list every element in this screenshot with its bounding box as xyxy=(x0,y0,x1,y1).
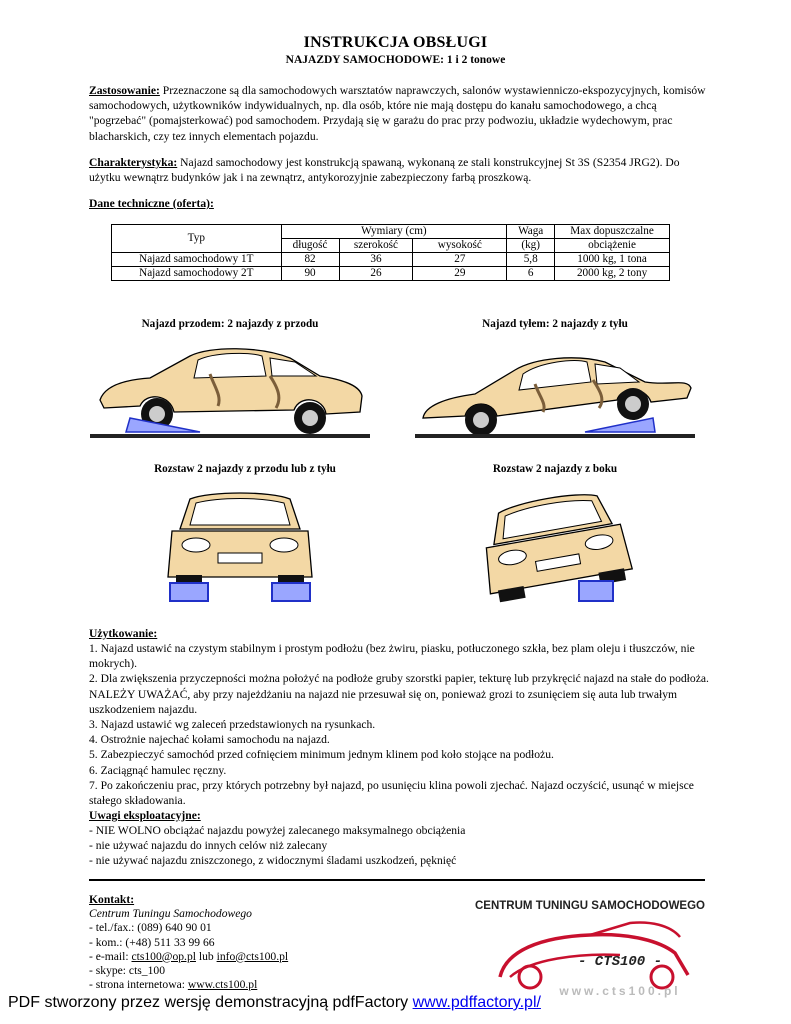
uzytkowanie-heading: Użytkowanie: xyxy=(89,627,158,640)
contact-tel: - tel./fax.: (089) 640 90 01 xyxy=(89,921,212,935)
cell: 90 xyxy=(281,267,339,281)
cell: 29 xyxy=(413,267,507,281)
car-side-tilted-two-ramps-illustration xyxy=(475,485,645,610)
table-row xyxy=(112,253,670,267)
charakterystyka-label: Charakterystyka: xyxy=(89,156,178,169)
zastosowanie-label: Zastosowanie: xyxy=(89,84,160,97)
logo-url: www.cts100.pl xyxy=(559,984,681,998)
list-item: 6. Zaciągnąć hamulec ręczny. xyxy=(89,763,227,777)
list-item: 5. Zabezpieczyć samochód przed cofnięciem minimum jednym klinem pod koło stojące na podłożu. xyxy=(89,748,554,762)
cell: 1000 kg, 1 tona xyxy=(555,253,670,267)
th-szerokosc: szerokość xyxy=(339,239,413,253)
email-link-1[interactable]: cts100@op.pl xyxy=(131,949,196,963)
zastosowanie-text: Przeznaczone są dla samochodowych warsztatów naprawczych, salonów wystawienniczo-ekspozycyjnych, komisów samochodowych, użytkowników indywidualnych, np. dla osób, które nie mają dostępu do kanału samochodowego, a chcą "pogrzebać" (pomajsterkować) pod samochodem. Przydają się w garażu do prac przy podwoziu, układzie wydechowym, prac blacharskich, czy tez innych elementach pojazdu. xyxy=(89,84,706,143)
section-zastosowanie xyxy=(89,83,709,144)
cell: 82 xyxy=(281,253,339,267)
page-title: INSTRUKCJA OBSŁUGI xyxy=(303,34,488,51)
th-waga: Waga xyxy=(507,225,555,239)
caption-front: Najazd przodem: 2 najazdy z przodu xyxy=(141,318,319,330)
pdffactory-link[interactable]: www.pdffactory.pl/ xyxy=(412,994,541,1011)
list-item: - nie używać najazdu zniszczonego, z widocznymi śladami uszkodzeń, pęknięć xyxy=(89,854,457,868)
cell: 36 xyxy=(339,253,413,267)
car-rear-ramp-illustration xyxy=(415,336,695,446)
cell: 2000 kg, 2 tony xyxy=(555,267,670,281)
specs-table xyxy=(111,224,670,281)
logo-name: CENTRUM TUNINGU SAMOCHODOWEGO xyxy=(475,900,705,912)
caption-both: Rozstaw 2 najazdy z przodu lub z tyłu xyxy=(154,463,336,475)
contact-skype: - skype: cts_100 xyxy=(89,964,165,978)
cell: Najazd samochodowy 1T xyxy=(112,253,282,267)
th-max2: obciążenie xyxy=(555,239,670,253)
contact-email: - e-mail: cts100@op.pl lub info@cts100.pl xyxy=(89,949,289,963)
car-front-view-two-ramps-illustration xyxy=(160,485,320,610)
contact-www: - strona internetowa: www.cts100.pl xyxy=(89,978,258,992)
th-max: Max dopuszczalne xyxy=(555,225,670,239)
specs-heading: Dane techniczne (oferta): xyxy=(89,197,214,210)
list-item: 2. Dla zwiększenia przyczepności można położyć na podłoże gruby szorstki papier, tekturę lub przykręcić najazd na stałe do podłoża. NALEŻY UWAŻAĆ, aby przy najeżdżaniu na najazd nie przesuwał się on, ponieważ grozi to zsunięciem się auta lub trwałym uszkodzeniem najazdu. xyxy=(89,672,709,716)
contact-kom: - kom.: (+48) 511 33 99 66 xyxy=(89,935,215,949)
caption-side: Rozstaw 2 najazdy z boku xyxy=(492,463,618,475)
cell: 26 xyxy=(339,267,413,281)
uzytkowanie-list xyxy=(89,641,709,808)
cell: 27 xyxy=(413,253,507,267)
list-item: - nie używać najazdu do innych celów niż zalecany xyxy=(89,839,328,853)
email-link-2[interactable]: info@cts100.pl xyxy=(216,949,289,963)
th-dlugosc: długość xyxy=(281,239,339,253)
car-front-ramp-illustration xyxy=(90,336,370,446)
section-charakterystyka xyxy=(89,155,709,185)
cell: 6 xyxy=(507,267,555,281)
company-name: Centrum Tuningu Samochodowego xyxy=(89,907,252,921)
website-link[interactable]: www.cts100.pl xyxy=(187,978,258,992)
cts100-logo xyxy=(470,893,710,1003)
list-item: 4. Ostrożnie najechać kołami samochodu na najazd. xyxy=(89,733,330,747)
th-waga-unit: (kg) xyxy=(507,239,555,253)
list-item: 1. Najazd ustawić na czystym stabilnym i prostym podłożu (bez żwiru, piasku, potłuczonego szkła, bez plam oleju i tłuszczów, nie mokrych). xyxy=(89,642,695,671)
th-typ: Typ xyxy=(112,225,282,253)
uwagi-list xyxy=(89,823,709,869)
cell: Najazd samochodowy 2T xyxy=(112,267,282,281)
contact-block xyxy=(89,893,288,992)
page-subtitle: NAJAZDY SAMOCHODOWE: 1 i 2 tonowe xyxy=(285,54,506,66)
charakterystyka-text: Najazd samochodowy jest konstrukcją spawaną, wykonaną ze stali konstrukcyjnej St 3S (S2354 JRG2). Do użytku wewnątrz budynków jak i na zewnątrz, antykorozyjnie zabezpieczony farbą proszkową. xyxy=(89,156,680,185)
th-wymiary: Wymiary (cm) xyxy=(281,225,507,239)
table-row xyxy=(112,267,670,281)
list-item: - NIE WOLNO obciążać najazdu powyżej zalecanego maksymalnego obciążenia xyxy=(89,824,466,837)
divider xyxy=(89,879,705,881)
list-item: 3. Najazd ustawić wg zaleceń przedstawionych na rysunkach. xyxy=(89,718,376,732)
logo-badge: - CTS100 - xyxy=(577,954,663,970)
uwagi-heading: Uwagi eksploatacyjne: xyxy=(89,809,201,822)
list-item: 7. Po zakończeniu prac, przy których potrzebny był najazd, po usunięciu klina powoli zjechać. Najazd oczyścić, usunąć w miejsce stałego składowania. xyxy=(89,778,694,808)
kontakt-heading: Kontakt: xyxy=(89,893,135,906)
pdf-footer: PDF stworzony przez wersję demonstracyjną pdfFactory www.pdffactory.pl/ xyxy=(8,994,541,1011)
cell: 5,8 xyxy=(507,253,555,267)
caption-rear: Najazd tyłem: 2 najazdy z tyłu xyxy=(482,318,628,330)
th-wysokosc: wysokość xyxy=(413,239,507,253)
